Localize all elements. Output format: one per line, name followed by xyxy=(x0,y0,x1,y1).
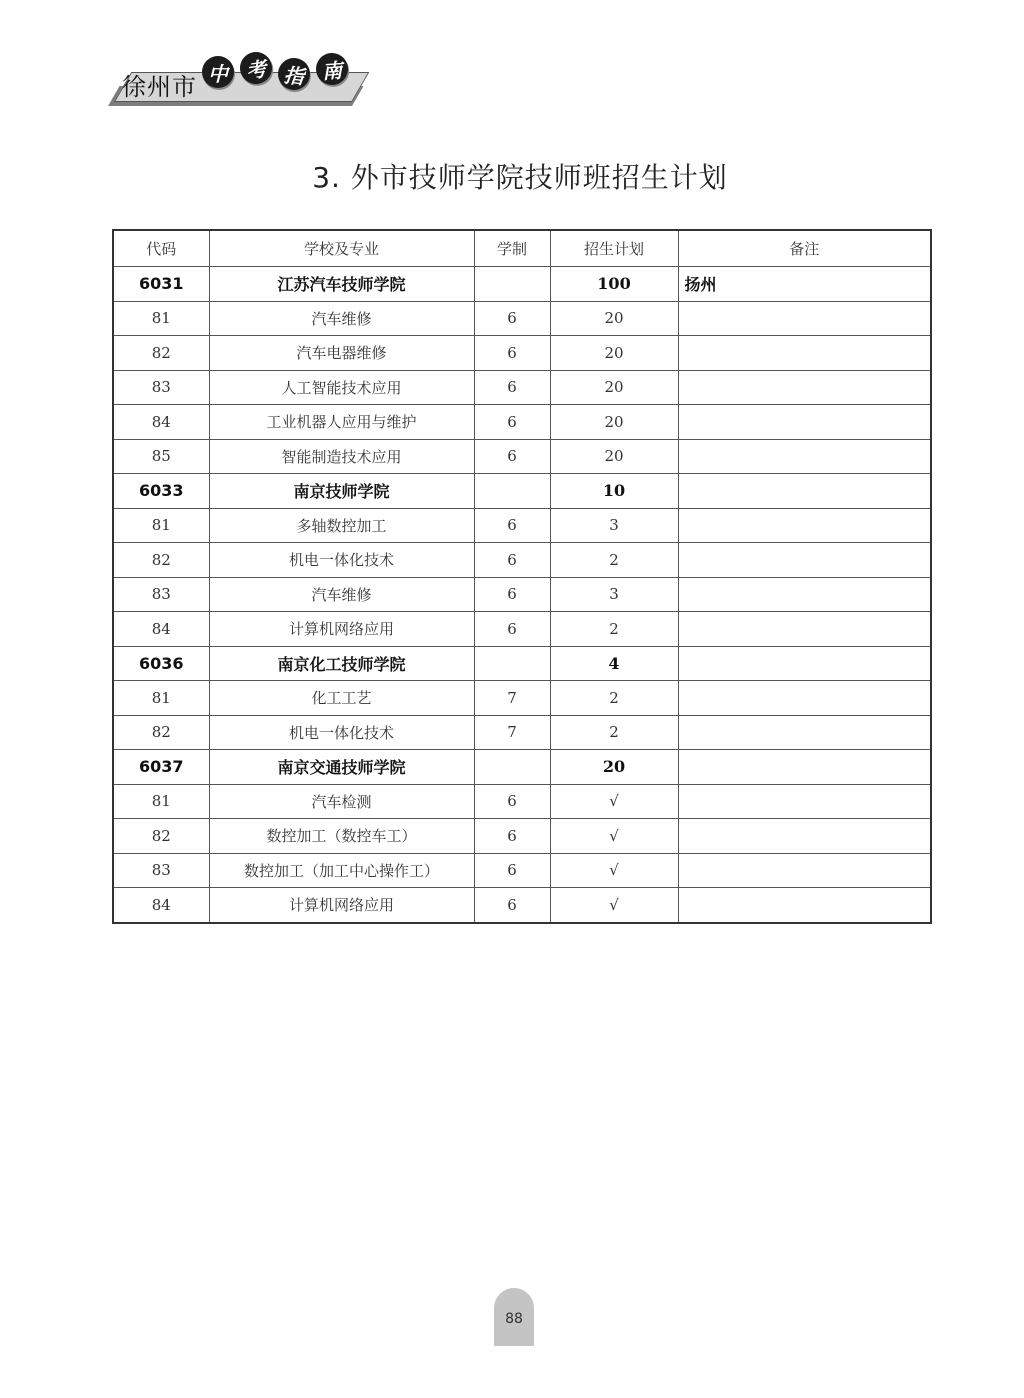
name-cell: 江苏汽车技师学院 xyxy=(209,267,474,302)
banner-char: 考 xyxy=(238,50,274,86)
name-cell: 机电一体化技术 xyxy=(209,543,474,578)
duration-cell: 6 xyxy=(474,405,550,440)
major-row xyxy=(113,543,931,578)
name-cell: 多轴数控加工 xyxy=(209,508,474,543)
note-cell xyxy=(678,681,931,716)
note-cell xyxy=(678,750,931,785)
plan-cell: 2 xyxy=(550,681,678,716)
code-cell: 83 xyxy=(113,370,209,405)
duration-cell: 6 xyxy=(474,577,550,612)
note-cell xyxy=(678,784,931,819)
duration-cell: 6 xyxy=(474,336,550,371)
code-cell: 83 xyxy=(113,853,209,888)
duration-cell: 6 xyxy=(474,508,550,543)
note-cell xyxy=(678,577,931,612)
banner-guide-chars xyxy=(202,56,348,88)
note-cell xyxy=(678,888,931,923)
name-cell: 南京技师学院 xyxy=(209,474,474,509)
note-cell xyxy=(678,543,931,578)
code-cell: 6031 xyxy=(113,267,209,302)
note-cell xyxy=(678,715,931,750)
school-row xyxy=(113,267,931,302)
code-cell: 82 xyxy=(113,336,209,371)
name-cell: 机电一体化技术 xyxy=(209,715,474,750)
note-cell xyxy=(678,819,931,854)
plan-cell: √ xyxy=(550,784,678,819)
code-cell: 81 xyxy=(113,784,209,819)
table-header-row xyxy=(113,230,931,267)
plan-cell: √ xyxy=(550,888,678,923)
table-body xyxy=(113,267,931,923)
plan-cell: 20 xyxy=(550,301,678,336)
major-row xyxy=(113,577,931,612)
major-row xyxy=(113,784,931,819)
duration-cell: 6 xyxy=(474,819,550,854)
major-row xyxy=(113,301,931,336)
duration-cell: 6 xyxy=(474,612,550,647)
name-cell: 南京交通技师学院 xyxy=(209,750,474,785)
page-number: 88 xyxy=(494,1288,534,1346)
duration-cell: 6 xyxy=(474,888,550,923)
duration-cell: 7 xyxy=(474,715,550,750)
major-row xyxy=(113,853,931,888)
banner-char: 指 xyxy=(276,56,311,91)
note-cell xyxy=(678,439,931,474)
code-cell: 6033 xyxy=(113,474,209,509)
major-row xyxy=(113,370,931,405)
plan-cell: 3 xyxy=(550,508,678,543)
note-cell: 扬州 xyxy=(678,267,931,302)
plan-cell: 20 xyxy=(550,405,678,440)
note-cell xyxy=(678,405,931,440)
name-cell: 南京化工技师学院 xyxy=(209,646,474,681)
plan-cell: 10 xyxy=(550,474,678,509)
code-cell: 82 xyxy=(113,715,209,750)
major-row xyxy=(113,336,931,371)
school-row xyxy=(113,474,931,509)
major-row xyxy=(113,439,931,474)
code-cell: 81 xyxy=(113,301,209,336)
name-cell: 汽车维修 xyxy=(209,577,474,612)
name-cell: 工业机器人应用与维护 xyxy=(209,405,474,440)
note-cell xyxy=(678,301,931,336)
banner-char: 中 xyxy=(202,56,234,88)
duration-cell xyxy=(474,267,550,302)
note-cell xyxy=(678,474,931,509)
duration-cell xyxy=(474,750,550,785)
duration-cell: 6 xyxy=(474,853,550,888)
plan-cell: 2 xyxy=(550,543,678,578)
note-cell xyxy=(678,336,931,371)
name-cell: 计算机网络应用 xyxy=(209,612,474,647)
duration-cell: 6 xyxy=(474,784,550,819)
note-cell xyxy=(678,508,931,543)
page-title: 3. 外市技师学院技师班招生计划 xyxy=(312,161,728,194)
major-row xyxy=(113,405,931,440)
plan-cell: 20 xyxy=(550,370,678,405)
code-cell: 85 xyxy=(113,439,209,474)
duration-cell: 6 xyxy=(474,301,550,336)
major-row xyxy=(113,715,931,750)
plan-cell: 2 xyxy=(550,715,678,750)
duration-cell: 6 xyxy=(474,543,550,578)
note-cell xyxy=(678,612,931,647)
code-cell: 81 xyxy=(113,681,209,716)
plan-cell: 20 xyxy=(550,336,678,371)
plan-cell: √ xyxy=(550,819,678,854)
column-header-plan: 招生计划 xyxy=(550,230,678,267)
name-cell: 智能制造技术应用 xyxy=(209,439,474,474)
duration-cell: 6 xyxy=(474,370,550,405)
note-cell xyxy=(678,370,931,405)
major-row xyxy=(113,612,931,647)
major-row xyxy=(113,508,931,543)
major-row xyxy=(113,888,931,923)
code-cell: 84 xyxy=(113,405,209,440)
column-header-duration: 学制 xyxy=(474,230,550,267)
name-cell: 汽车电器维修 xyxy=(209,336,474,371)
duration-cell xyxy=(474,474,550,509)
banner-char: 南 xyxy=(315,52,349,86)
duration-cell xyxy=(474,646,550,681)
code-cell: 84 xyxy=(113,612,209,647)
header-banner xyxy=(108,52,358,110)
name-cell: 数控加工（数控车工） xyxy=(209,819,474,854)
enrollment-plan-table xyxy=(112,229,932,924)
school-row xyxy=(113,646,931,681)
code-cell: 6036 xyxy=(113,646,209,681)
note-cell xyxy=(678,646,931,681)
code-cell: 6037 xyxy=(113,750,209,785)
name-cell: 数控加工（加工中心操作工） xyxy=(209,853,474,888)
school-row xyxy=(113,750,931,785)
code-cell: 84 xyxy=(113,888,209,923)
plan-cell: 20 xyxy=(550,439,678,474)
column-header-school-major: 学校及专业 xyxy=(209,230,474,267)
name-cell: 汽车检测 xyxy=(209,784,474,819)
banner-city: 徐州市 xyxy=(122,73,197,101)
name-cell: 人工智能技术应用 xyxy=(209,370,474,405)
plan-cell: 20 xyxy=(550,750,678,785)
note-cell xyxy=(678,853,931,888)
major-row xyxy=(113,819,931,854)
name-cell: 化工工艺 xyxy=(209,681,474,716)
column-header-code: 代码 xyxy=(113,230,209,267)
code-cell: 81 xyxy=(113,508,209,543)
plan-cell: 2 xyxy=(550,612,678,647)
plan-cell: 100 xyxy=(550,267,678,302)
duration-cell: 6 xyxy=(474,439,550,474)
duration-cell: 7 xyxy=(474,681,550,716)
name-cell: 汽车维修 xyxy=(209,301,474,336)
major-row xyxy=(113,681,931,716)
name-cell: 计算机网络应用 xyxy=(209,888,474,923)
plan-cell: √ xyxy=(550,853,678,888)
column-header-note: 备注 xyxy=(678,230,931,267)
code-cell: 82 xyxy=(113,819,209,854)
code-cell: 83 xyxy=(113,577,209,612)
code-cell: 82 xyxy=(113,543,209,578)
plan-cell: 3 xyxy=(550,577,678,612)
plan-cell: 4 xyxy=(550,646,678,681)
